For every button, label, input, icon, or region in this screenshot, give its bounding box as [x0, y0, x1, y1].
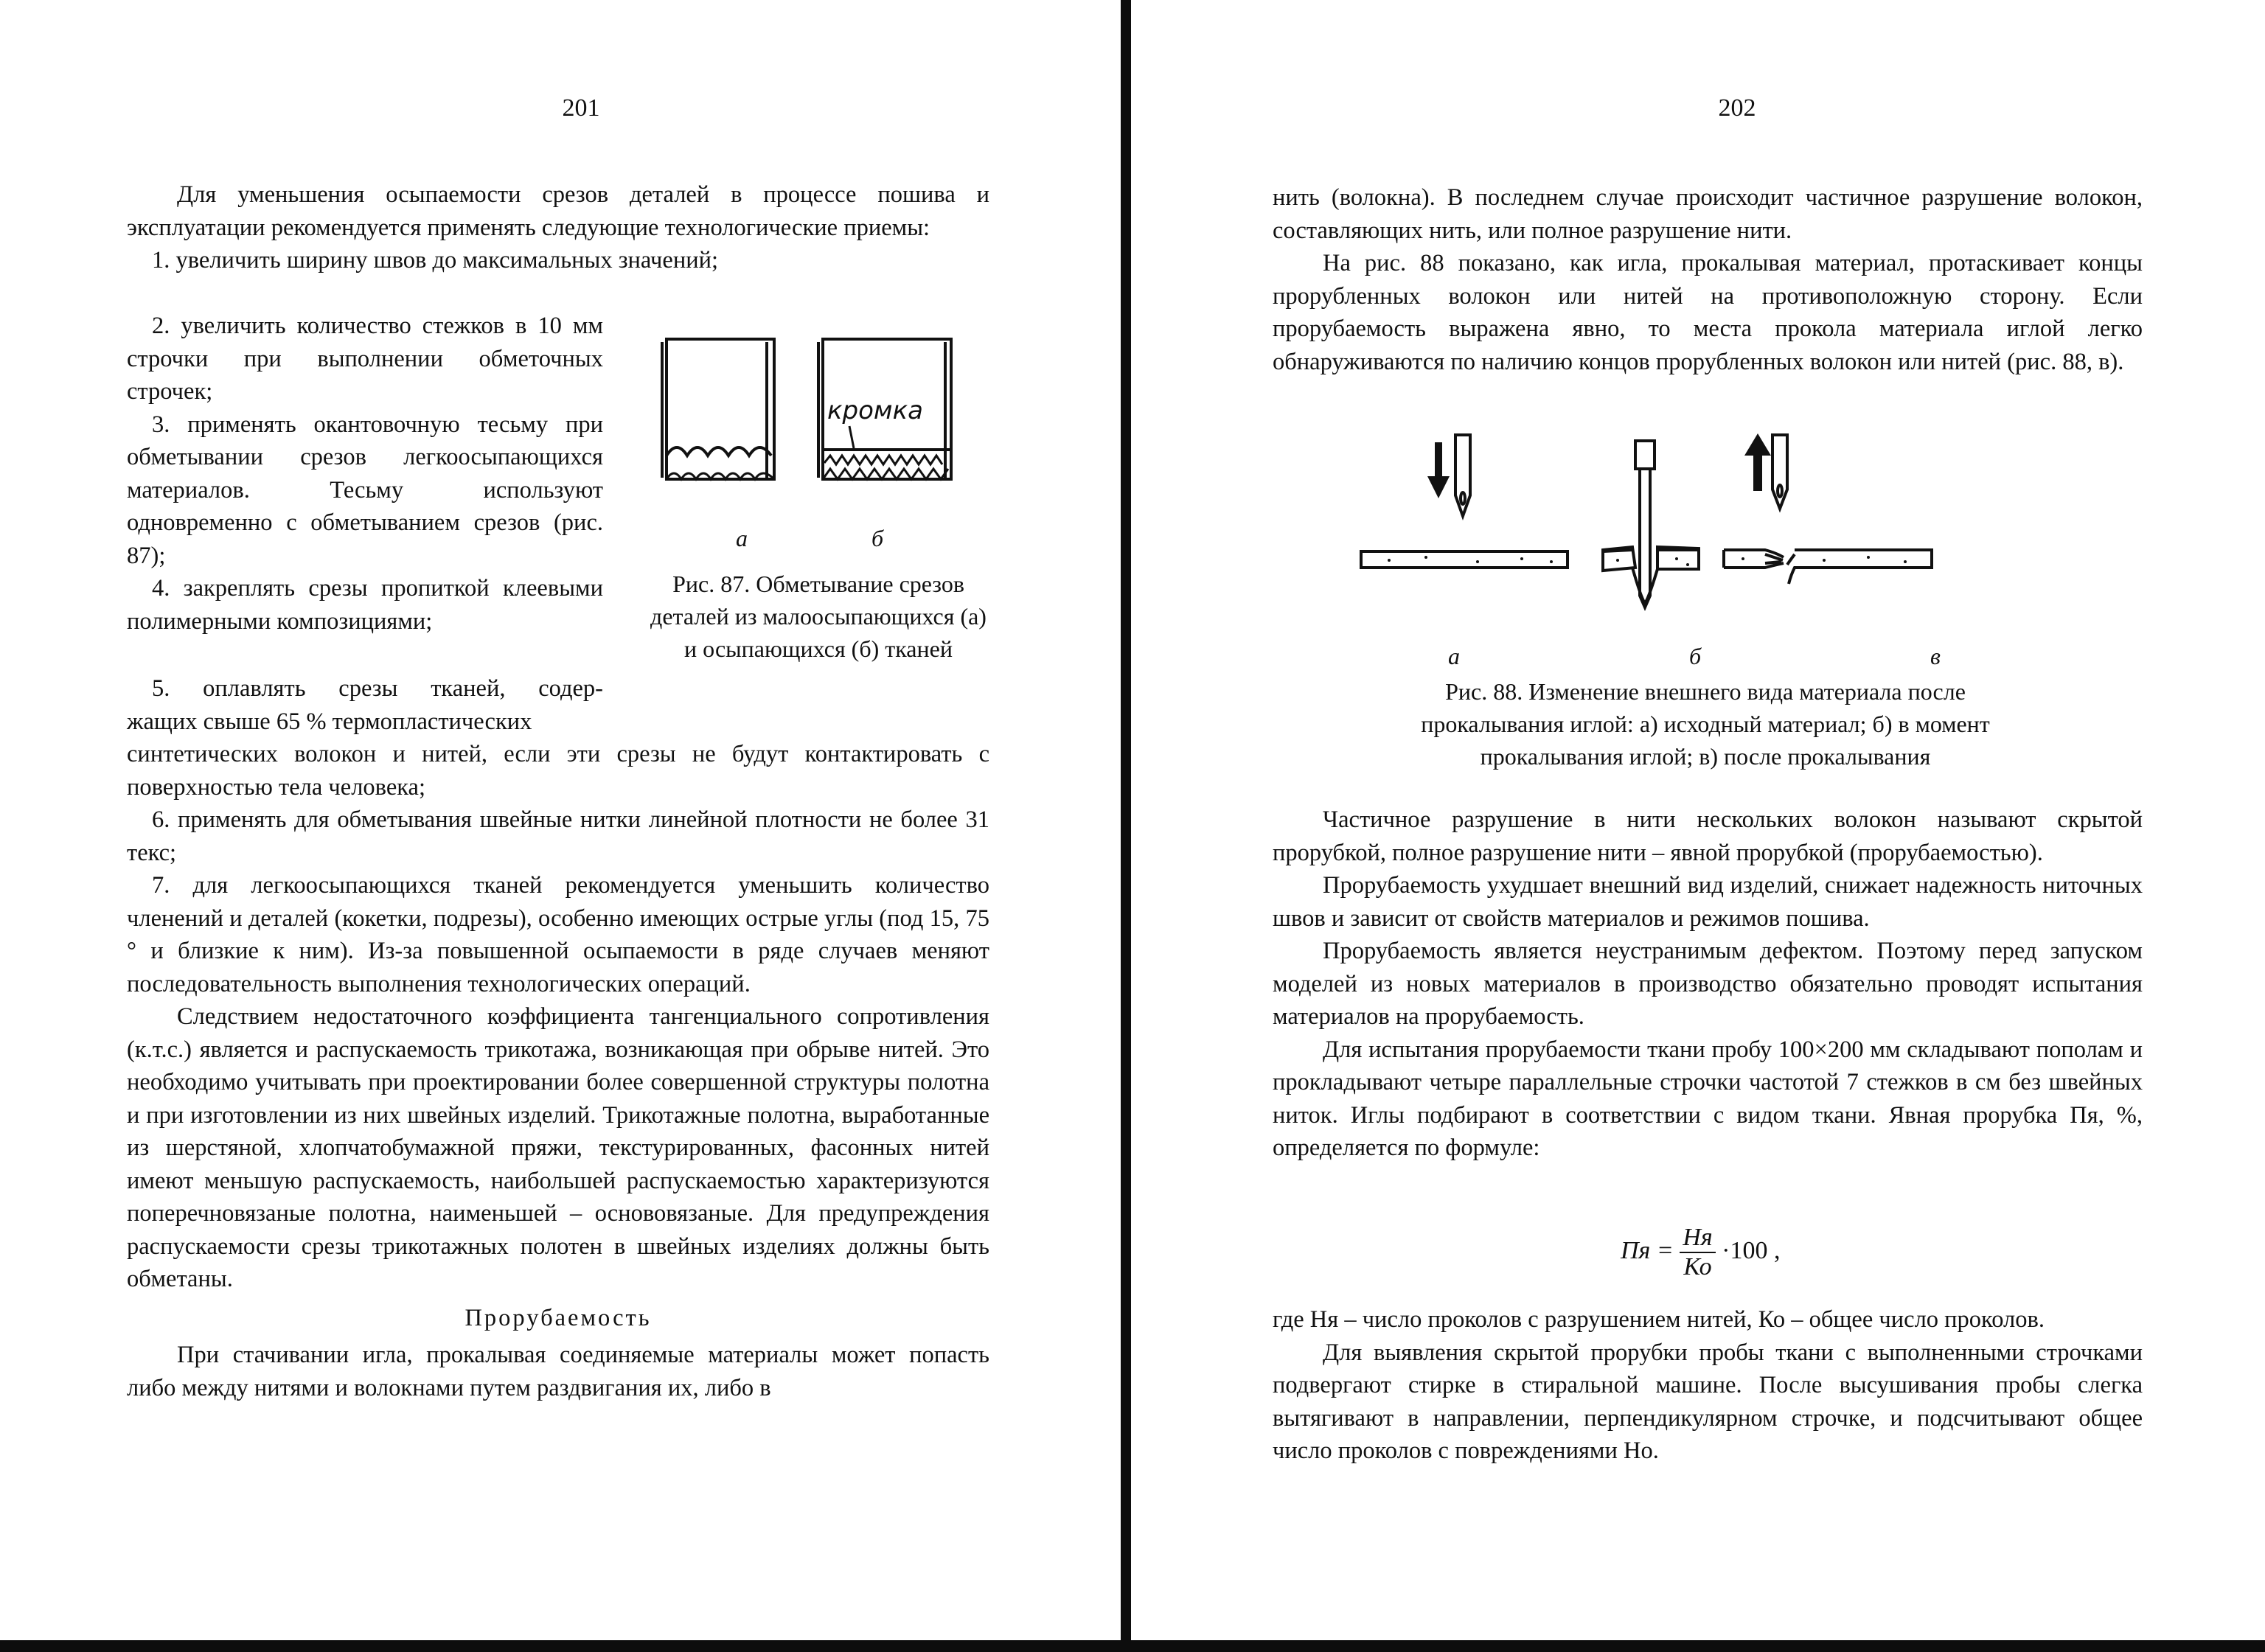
page-number: 201: [562, 94, 600, 122]
paragraph: Для выявления скрытой прорубки пробы ткани с выполненными строчками подвергают стирке в стиральной машине. После высушивания пробы слегка вытягивают в направлении, перпендикулярном строчке, и подсчитывают общее число проколов с повреждениями Но.: [1273, 1339, 2143, 1464]
text-block-middle: [1273, 804, 2143, 1165]
page-202: [1131, 0, 2265, 1640]
paragraph: Прорубаемость является неустранимым дефектом. Поэтому перед запуском моделей из новых материалов в производство обязательно проводят испытания материалов на прорубаемость.: [1273, 938, 2143, 1030]
book-gutter: [1121, 0, 1131, 1652]
page-number: 202: [1718, 94, 1756, 122]
paragraph: Частичное разрушение в нити нескольких волокон называют скрытой прорубкой, полное разрушение нити – явной прорубкой (прорубаемостью).: [1273, 806, 2143, 866]
list-item: 4. закреплять срезы пропиткой клеевыми полимерными композициями;: [127, 575, 603, 635]
text-block-bottom: [127, 738, 989, 1404]
fabric-piece-a: [662, 339, 774, 479]
formula: [1621, 1224, 1781, 1281]
text-block-item5-start: [127, 672, 603, 738]
list-item: 7. для легкоосыпающихся тканей рекомендуется уменьшить количество членений и деталей (кокетки, подрезы), особенно имеющих острые углы (под 15, 75 ° и близкие к ним). Из-за повышенной осыпаемости в ряде случаев меняют последовательность выполнения технологических операций.: [127, 872, 989, 997]
figure-87-label-b: б: [871, 525, 884, 551]
figure-87-label-a: а: [736, 525, 748, 551]
paragraph: Для уменьшения осыпаемости срезов деталей в процессе пошива и эксплуатации рекомендуется применять следующие технологические приемы:: [127, 181, 989, 241]
list-item: 6. применять для обметывания швейные нитки линейной плотности не более 31 текс;: [127, 806, 989, 866]
formula-fraction: [1680, 1224, 1715, 1281]
paragraph: где Ня – число проколов с разрушением нитей, Ко – общее число проколов.: [1273, 1306, 2045, 1333]
paragraph: При стачивании игла, прокалывая соединяемые материалы может попасть либо между нитями и волокнами путем раздвигания их, либо в: [127, 1342, 989, 1401]
text-block-bottom: [1273, 1303, 2143, 1468]
text-block-top: [127, 178, 989, 277]
paragraph: нить (волокна). В последнем случае происходит частичное разрушение волокон, составляющих нить, или полное разрушение нити.: [1273, 184, 2143, 244]
paragraph: Для испытания прорубаемости ткани пробу 100×200 мм складывают пополам и прокладывают четыре параллельные строчки частотой 7 стежков в см без швейных ниток. Иглы подбирают в соответствии с видом ткани. Явная прорубка Пя, %, определяется по формуле:: [1273, 1036, 2143, 1161]
paragraph: Прорубаемость ухудшает внешний вид изделий, снижает надежность ниточных швов и зависит от свойств материалов и режимов пошива.: [1273, 872, 2143, 932]
figure-88-label-b: б: [1689, 643, 1702, 669]
text-block-beside-figure: [127, 310, 603, 638]
needle-stage-a: [1361, 435, 1568, 568]
list-item: 3. применять окантовочную тесьму при обметывании срезов легкоосыпающихся материалов. Тесьму используют одновременно с обметыванием срезов (рис. 87);: [127, 411, 603, 569]
list-item: 2. увеличить количество стежков в 10 мм строчки при выполнении обметочных строчек;: [127, 313, 603, 405]
down-arrow-icon: [1427, 442, 1450, 498]
text-block-top: [1273, 181, 2143, 378]
list-item-continued: жащих свыше 65 % термопластических: [127, 708, 532, 735]
up-arrow-icon: [1744, 433, 1771, 491]
edge-label: кромка: [827, 396, 923, 425]
page-201: [0, 0, 1121, 1640]
figure-87-caption: Рис. 87. Обметывание срезов деталей из малоосыпающихся (а) и осыпающихся (б) тканей: [650, 571, 987, 662]
list-item-start: 5. оплавлять срезы тканей, содер-: [152, 675, 603, 702]
formula-rhs: ·100 ,: [1722, 1236, 1781, 1264]
scan-bottom-edge: [0, 1640, 2265, 1652]
figure-88-label-c: в: [1930, 643, 1941, 669]
list-item: 1. увеличить ширину швов до максимальных значений;: [152, 247, 719, 273]
material-texture-a: [1388, 556, 1553, 563]
formula-numerator: Ня: [1680, 1224, 1715, 1253]
figure-88-label-a: а: [1448, 643, 1460, 669]
formula-denominator: Ко: [1683, 1253, 1712, 1280]
figure-87-drawing: [656, 332, 981, 494]
figure-88-drawing: [1352, 428, 2090, 619]
material-texture-b: [1616, 557, 1689, 566]
section-heading: Прорубаемость: [465, 1304, 652, 1331]
figure-88-caption: Рис. 88. Изменение внешнего вида материала после прокалывания иглой: а) исходный материал; б) в момент прокалывания иглой; в) после прокалывания: [1421, 678, 1990, 770]
paragraph: На рис. 88 показано, как игла, прокалывая материал, протаскивает концы прорубленных волокон или нитей на противоположную сторону. Если прорубаемость выражена явно, то места прокола материала иглой легко обнаруживаются по наличию концов прорубленных волокон или нитей (рис. 88, в).: [1273, 250, 2143, 375]
paragraph: Следствием недостаточного коэффициента тангенциального сопротивления (к.т.с.) является и распускаемость трикотажа, возникающая при обрыве нитей. Это необходимо учитывать при проектировании более совершенной структуры полотна и при изготовлении из них швейных изделий. Трикотажные полотна, выработанные из шерстяной, хлопчатобумажной пряжи, текстурированных, фасонных нитей имеют меньшую распускаемость, наибольшей распускаемостью характеризуются поперечновязаные полотна, наименьшей – основовязаные. Для предупреждения распускаемости срезы трикотажных полотен в швейных изделиях должны быть обметаны.: [127, 1003, 989, 1292]
formula-lhs: Пя =: [1621, 1236, 1674, 1264]
needle-stage-b: [1603, 441, 1699, 607]
list-item-tail: синтетических волокон и нитей, если эти срезы не будут контактировать с поверхностью тела человека;: [127, 741, 989, 801]
